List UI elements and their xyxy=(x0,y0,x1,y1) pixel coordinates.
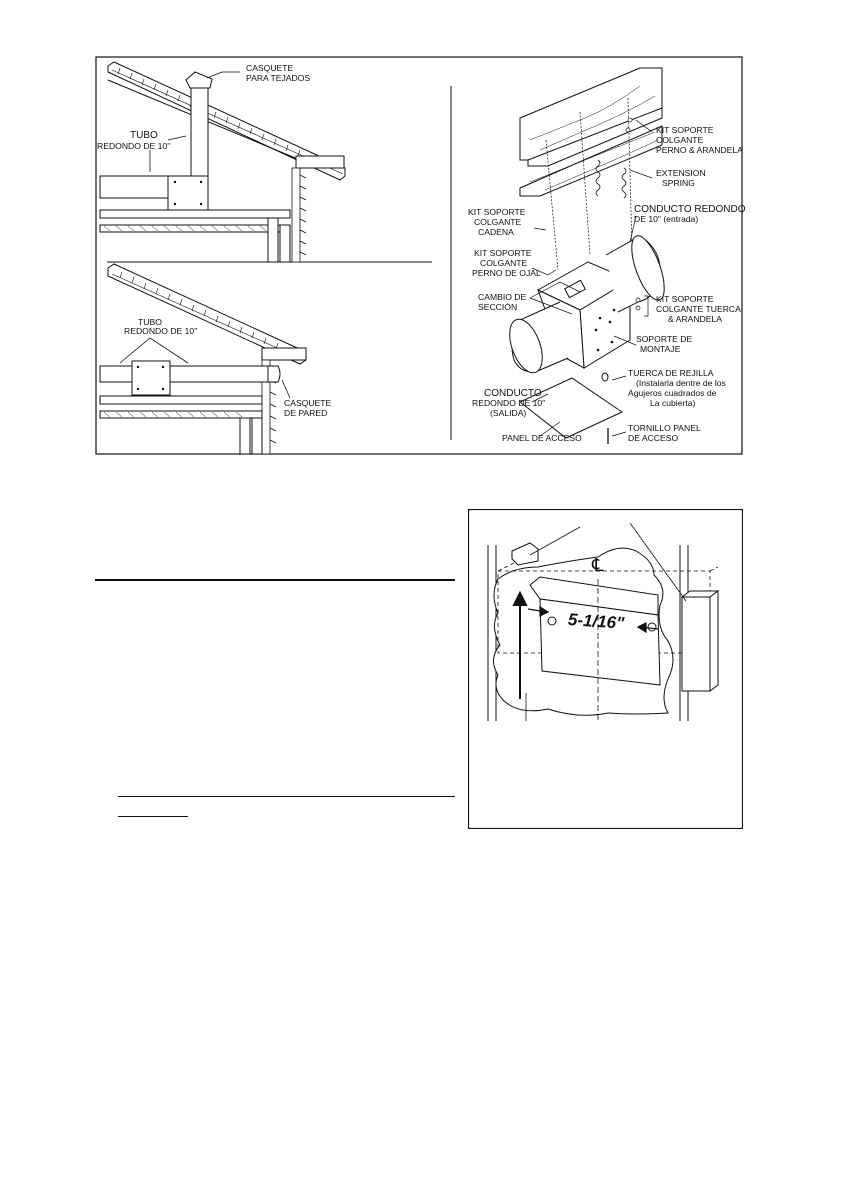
inlet-duct-label-2: DE 10" (entrada) xyxy=(634,214,699,224)
dimension-label: 5-1/16" xyxy=(567,609,625,633)
roof-cap-label-1: CASQUETE xyxy=(246,63,294,73)
mounting-bracket-label-1: SOPORTE DE xyxy=(636,334,693,344)
grille-nut-label-2: (Instalarla dentre de los xyxy=(636,378,726,388)
roof-pipe-label-1: TUBO xyxy=(130,130,158,141)
extension-spring-label-1: EXTENSION xyxy=(656,168,706,178)
grille-nut-label-4: La cubierta) xyxy=(650,398,696,408)
wall-cap-label-1: CASQUETE xyxy=(284,398,332,408)
bolt-washer-kit-label-1: KIT SOPORTE xyxy=(656,125,714,135)
chain-kit-label-1: KIT SOPORTE xyxy=(468,207,526,217)
wall-pipe-label-1: TUBO xyxy=(138,317,162,327)
grille-nut-label-3: Agujeros cuadrados de xyxy=(628,388,717,398)
eye-bolt-kit-label-1: KIT SOPORTE xyxy=(474,248,532,258)
chain-kit-label-3: CADENA xyxy=(478,227,514,237)
dimension-diagram xyxy=(468,509,743,829)
transition-label-1: CAMBIO DE xyxy=(478,292,527,302)
transition-label-2: SECCIÓN xyxy=(478,302,518,312)
wall-pipe-label-2: REDONDO DE 10" xyxy=(124,326,198,336)
roof-pipe-label-2: REDONDO DE 10" xyxy=(97,141,171,151)
eye-bolt-kit-label-2: COLGANTE xyxy=(480,258,528,268)
bolt-washer-kit-label-2: COLGANTE xyxy=(656,135,704,145)
nut-washer-kit-label-2: COLGANTE TUERCA xyxy=(656,304,741,314)
roof-install-illustration xyxy=(100,62,345,262)
panel-screw-label-1: TORNILLO PANEL xyxy=(628,423,701,433)
mounting-bracket-label-2: MONTAJE xyxy=(640,344,681,354)
outlet-duct-label-2: REDONDO DE 10" xyxy=(472,398,546,408)
access-panel-label: PANEL DE ACCESO xyxy=(502,433,582,443)
dimension-figure xyxy=(468,509,743,829)
bolt-washer-kit-label-3: PERNO & ARANDELA xyxy=(656,145,743,155)
chain-kit-label-2: COLGANTE xyxy=(474,217,522,227)
wall-cap-label-2: DE PARED xyxy=(284,408,328,418)
nut-washer-kit-label-3: & ARANDELA xyxy=(668,314,722,324)
extension-spring-label-2: SPRING xyxy=(662,178,695,188)
eye-bolt-kit-label-3: PERNO DE OJAL xyxy=(472,268,541,278)
centerline-symbol: ℄ xyxy=(592,555,604,575)
nut-washer-kit-label-1: KIT SOPORTE xyxy=(656,294,714,304)
installation-diagram xyxy=(0,0,841,470)
underline-rule xyxy=(118,796,455,797)
panel-screw-label-2: DE ACCESO xyxy=(628,433,679,443)
outlet-duct-label-3: (SALIDA) xyxy=(490,408,527,418)
inlet-duct-label-1: CONDUCTO REDONDO xyxy=(634,204,746,215)
wall-install-illustration xyxy=(100,264,306,454)
roof-cap-label-2: PARA TEJADOS xyxy=(246,73,311,83)
grille-nut-label-1: TUERCA DE REJILLA xyxy=(628,368,714,378)
outlet-duct-label-1: CONDUCTO xyxy=(484,388,542,399)
installation-figure xyxy=(0,0,841,470)
underline-rule-short xyxy=(118,816,188,817)
section-rule xyxy=(95,579,455,581)
